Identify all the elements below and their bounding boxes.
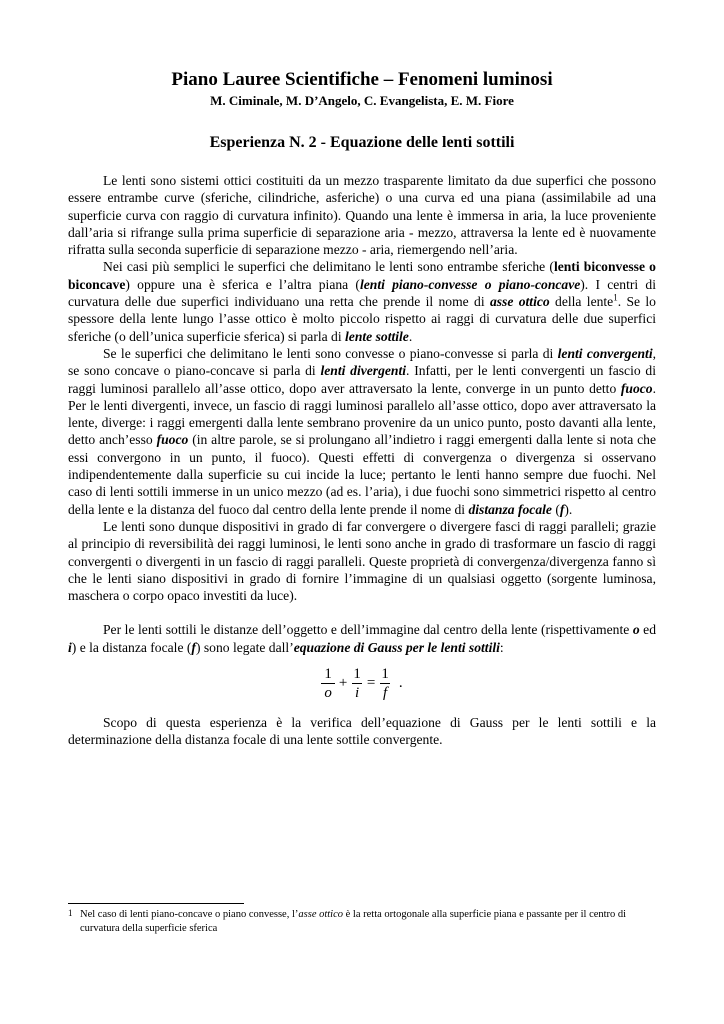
text: Nei casi più semplici le superfici che delimitano le lenti sono entrambe sferiche ( xyxy=(103,259,554,275)
term-focus: fuoco xyxy=(156,432,189,448)
text: ) e la distanza focale ( xyxy=(71,639,192,655)
denominator: i xyxy=(352,683,362,702)
term-gauss-equation: equazione di Gauss per le lenti sottili xyxy=(293,639,500,655)
text: . Infatti, per le lenti convergenti un fascio di raggi luminosi parallelo all’asse ottico, dopo aver attraversato la lente, converge in un punto detto xyxy=(68,363,656,396)
paragraph-3 xyxy=(68,345,656,518)
text: Per le lenti sottili le distanze dell’oggetto e dell’immagine dal centro della lente (rispettivamente xyxy=(103,622,633,638)
gauss-equation xyxy=(68,666,656,702)
footnote-mark: 1 xyxy=(68,908,73,918)
text: ed xyxy=(639,622,657,638)
denominator: f xyxy=(380,683,390,702)
symbol-o: o xyxy=(632,622,640,638)
text: ( xyxy=(551,501,560,517)
plus-sign: + xyxy=(338,675,348,692)
text: : xyxy=(499,639,504,655)
symbol-f: f xyxy=(559,501,565,517)
document-body xyxy=(68,172,656,749)
text: ) sono legate dall’ xyxy=(195,639,294,655)
paragraph-4: Le lenti sono dunque dispositivi in grado di far convergere o divergere fasci di raggi paralleli; grazie al principio di reversibilità dei raggi luminosi, le lenti sono anche in grado di trasformare un fascio di raggi convergenti o divergenti in un fascio di raggi paralleli. Queste proprietà di convergenza/divergenza fanno sì che le lenti siano dispositivi in grado di fornire l’immagine di un qualsiasi oggetto (sorgente luminosa, maschera o corpo opaco investiti da luce). xyxy=(68,518,656,604)
term-thin-lens: lente sottile xyxy=(345,328,409,344)
text: ). I centri di curvatura delle due superfici individuano una retta che prende il nome di xyxy=(68,276,656,310)
text: . Se lo spessore della lente lungo l’asse ottico è molto piccolo rispetto ai raggi di curvatura delle due superfici sferiche (o dell’unica superficie sferica) si parla di xyxy=(68,294,656,344)
symbol-i: i xyxy=(68,639,72,655)
fraction-1-over-i xyxy=(351,666,363,702)
equals-sign: = xyxy=(366,675,376,692)
paragraph-6: Scopo di questa esperienza è la verifica dell’equazione di Gauss per le lenti sottili e la determinazione della distanza focale di una lente sottile convergente. xyxy=(68,715,656,748)
denominator: o xyxy=(321,683,335,702)
text: Se le superfici che delimitano le lenti sono convesse o piano-convesse si parla di xyxy=(103,345,558,361)
spacer xyxy=(68,604,656,621)
footnote xyxy=(68,908,656,936)
text: ). xyxy=(564,501,573,517)
document-authors: M. Ciminale, M. D’Angelo, C. Evangelista, E. M. Fiore xyxy=(210,93,514,108)
numerator: 1 xyxy=(381,666,389,683)
text: . Per le lenti divergenti, invece, un fascio di raggi luminosi parallelo all’asse ottico, dopo aver attraversato la lente, diverge: i raggi emergenti dalla lente sembrano provenire da un unico punto, posto davanti alla lente, detto anch’esso xyxy=(68,380,656,448)
term-converging: lenti convergenti xyxy=(557,345,653,361)
term-optical-axis: asse ottico xyxy=(489,294,550,310)
paragraph-5 xyxy=(68,621,656,656)
text: della lente xyxy=(549,294,614,310)
text: ) oppure una è sferica e l’altra piana ( xyxy=(125,276,360,292)
numerator: 1 xyxy=(324,666,332,683)
section-heading: Esperienza N. 2 - Equazione delle lenti sottili xyxy=(209,134,515,151)
term-focal-length: distanza focale xyxy=(468,501,552,517)
paragraph-1: Le lenti sono sistemi ottici costituiti da un mezzo trasparente limitato da due superfici che possono essere entrambe curve (sferiche, cilindriche, asferiche) o una curva ed una piana (assimilabile ad una superficie curva con raggio di curvatura infinito). Quando una lente è immersa in aria, la luce proveniente dall’aria si rifrange sulla prima superficie di separazione aria - mezzo, attraversa la lente ed è nuovamente rifratta sulla seconda superficie di separazione mezzo - aria, riemergendo nell’aria. xyxy=(68,173,656,258)
text: è la retta ortogonale alla superficie piana e passante per il centro di curvatura della superficie sferica xyxy=(80,909,627,934)
text: (in altre parole, se si prolungano all’indietro i raggi emergenti dalla lente si nota che essi convergono in un punto, il fuoco). Questi effetti di convergenza o divergenza si osservano indipendentemente dalla superficie su cui incide la luce; pertanto le lenti hanno sempre due fuochi. Nel caso di lenti sottili immerse in un unico mezzo (ad es. l’aria), i due fuochi sono simmetrici rispetto al centro della lente e la distanza del fuoco dal centro della lente prende il nome di xyxy=(68,432,656,517)
footnote-divider xyxy=(68,903,244,904)
term-plano-convex: lenti piano-convesse o piano-concave xyxy=(359,276,581,292)
term-focus: fuoco xyxy=(620,380,653,396)
fraction-1-over-f xyxy=(379,666,391,702)
term-optical-axis: asse ottico xyxy=(298,909,344,920)
document-title: Piano Lauree Scientifiche – Fenomeni luminosi xyxy=(171,69,553,90)
paragraph-2 xyxy=(68,258,656,344)
numerator: 1 xyxy=(353,666,361,683)
text: Nel caso di lenti piano-concave o piano convesse, l’ xyxy=(80,909,299,920)
footnote-text xyxy=(80,908,656,936)
text: , se sono concave o piano-concave si parla di xyxy=(68,345,657,379)
term-biconvex: lenti biconvesse o biconcave xyxy=(68,259,656,292)
footnote-ref[interactable]: 1 xyxy=(613,292,618,303)
term-diverging: lenti divergenti xyxy=(320,363,407,379)
text: . xyxy=(408,328,413,344)
period: . xyxy=(398,675,403,692)
symbol-f: f xyxy=(191,639,196,655)
fraction-1-over-o xyxy=(321,666,335,702)
